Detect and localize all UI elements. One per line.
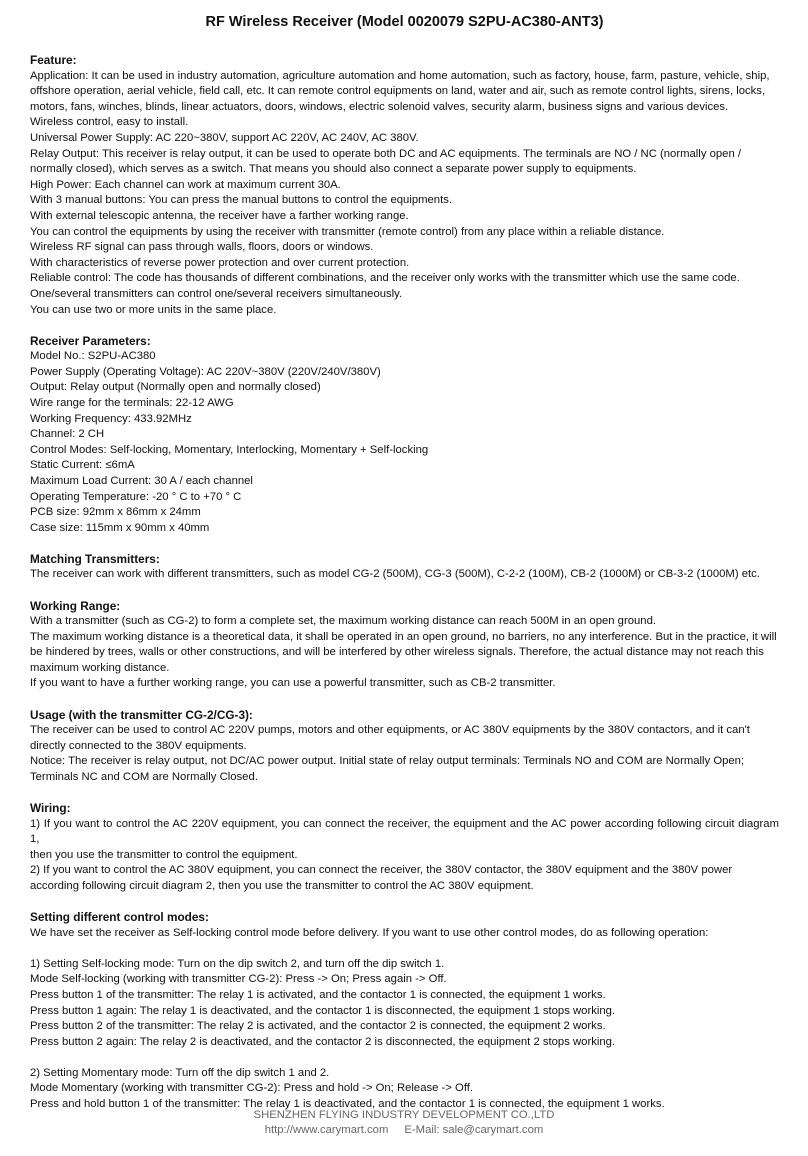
feature-line: Reliable control: The code has thousands of different combinations, and the receiver only works with the transmitter which use the same code. — [30, 272, 740, 285]
footer-website-link[interactable]: http://www.carymart.com — [264, 1124, 389, 1136]
feature-line: With external telescopic antenna, the receiver have a farther working range. — [30, 209, 409, 222]
page-footer — [0, 1108, 808, 1138]
parameter-line: Static Current: ≤6mA — [30, 459, 135, 472]
self-locking-line: Press button 2 again: The relay 2 is deactivated, and the contactor 2 is disconnected, the equipment 2 stops working. — [30, 1035, 616, 1048]
feature-line: High Power: Each channel can work at maximum current 30A. — [30, 178, 341, 191]
feature-line: Wireless control, easy to install. — [30, 116, 189, 129]
usage-line: directly connected to the 380V equipments. — [30, 739, 247, 752]
section-working-range — [30, 599, 779, 693]
wiring-line: according following circuit diagram 2, then you use the transmitter to control the AC 380V equipment. — [30, 880, 534, 892]
parameter-line: Output: Relay output (Normally open and normally closed) — [30, 381, 321, 394]
section-matching-transmitters — [30, 552, 779, 583]
parameter-line: Channel: 2 CH — [30, 428, 105, 441]
usage-line: Terminals NC and COM are Normally Closed. — [30, 770, 258, 783]
section-wiring — [30, 801, 779, 895]
self-locking-line: Press button 1 again: The relay 1 is deactivated, and the contactor 1 is disconnected, the equipment 1 stops working. — [30, 1004, 616, 1017]
footer-email-link[interactable]: E-Mail: sale@carymart.com — [404, 1124, 544, 1136]
feature-line: With 3 manual buttons: You can press the manual buttons to control the equipments. — [30, 194, 453, 207]
footer-company: SHENZHEN FLYING INDUSTRY DEVELOPMENT CO.,LTD — [253, 1109, 555, 1121]
parameter-line: Wire range for the terminals: 22-12 AWG — [30, 396, 234, 409]
feature-line: One/several transmitters can control one/several receivers simultaneously. — [30, 287, 403, 300]
section-usage — [30, 708, 779, 786]
parameter-line: Case size: 115mm x 90mm x 40mm — [30, 521, 210, 534]
feature-line: You can control the equipments by using the receiver with transmitter (remote control) from any place within a reliable distance. — [30, 225, 665, 238]
section-heading-matching-transmitters: Matching Transmitters: — [30, 551, 160, 566]
parameter-line: Maximum Load Current: 30 A / each channel — [30, 474, 253, 487]
self-locking-line: Mode Self-locking (working with transmitter CG-2): Press -> On; Press again -> Off. — [30, 973, 447, 986]
section-receiver-parameters — [30, 334, 779, 537]
feature-line: normally closed), which serves as a switch. That means you should also connect a separate power supply to equipments. — [30, 163, 637, 176]
self-locking-line: Press button 2 of the transmitter: The relay 2 is activated, and the contactor 2 is connected, the equipment 2 works. — [30, 1020, 606, 1033]
feature-line: You can use two or more units in the same place. — [30, 303, 277, 316]
parameter-line: Control Modes: Self-locking, Momentary, Interlocking, Momentary + Self-locking — [30, 443, 429, 456]
parameter-line: Power Supply (Operating Voltage): AC 220V~380V (220V/240V/380V) — [30, 365, 381, 378]
wiring-line: then you use the transmitter to control the equipment. — [30, 848, 298, 861]
parameter-line: Working Frequency: 433.92MHz — [30, 412, 192, 425]
working-range-line: maximum working distance. — [30, 661, 170, 674]
section-heading-wiring: Wiring: — [30, 801, 71, 816]
section-heading-usage: Usage (with the transmitter CG-2/CG-3): — [30, 707, 253, 722]
momentary-line: 2) Setting Momentary mode: Turn off the dip switch 1 and 2. — [30, 1066, 330, 1079]
footer-contact — [0, 1123, 808, 1138]
section-heading-control-modes: Setting different control modes: — [30, 910, 209, 925]
self-locking-block — [30, 957, 779, 1051]
working-range-line: The maximum working distance is a theoretical data, it shall be operated in an open ground, no barriers, no any interference. But in the practice, it will — [30, 630, 777, 643]
control-modes-intro-block — [30, 926, 779, 942]
feature-line: offshore operation, aerial vehicle, field call, etc. It can remote control equipments on land, water and air, such as remote control lights, sirens, locks, — [30, 85, 766, 98]
feature-line: Universal Power Supply: AC 220~380V, support AC 220V, AC 240V, AC 380V. — [30, 131, 419, 144]
working-range-line: With a transmitter (such as CG-2) to form a complete set, the maximum working distance can reach 500M in an open ground. — [30, 615, 656, 628]
parameter-line: PCB size: 92mm x 86mm x 24mm — [30, 506, 201, 519]
matching-transmitters-line: The receiver can work with different transmitters, such as model CG-2 (500M), CG-3 (500M), C-2-2 (100M), CB-2 (1000M) or CB-3-2 (1000M) etc. — [30, 568, 760, 581]
feature-line: Application: It can be used in industry automation, agriculture automation and home automation, such as factory, house, farm, pasture, vehicle, ship, — [30, 69, 770, 82]
usage-line: Notice: The receiver is relay output, not DC/AC power output. Initial state of relay output terminals: Terminals NO and COM are Normally Open; — [30, 755, 745, 768]
section-heading-receiver-parameters: Receiver Parameters: — [30, 333, 151, 348]
momentary-line: Mode Momentary (working with transmitter CG-2): Press and hold -> On; Release -> Off. — [30, 1082, 474, 1095]
wiring-line: 1) If you want to control the AC 220V equipment, you can connect the receiver, the equipment and the AC power according following circuit diagram 1, — [30, 817, 779, 846]
feature-line: With characteristics of reverse power protection and over current protection. — [30, 256, 410, 269]
working-range-line: If you want to have a further working range, you can use a powerful transmitter, such as CB-2 transmitter. — [30, 677, 556, 690]
feature-line: Relay Output: This receiver is relay output, it can be used to operate both DC and AC equipments. The terminals are NO / NC (normally open / — [30, 147, 742, 160]
self-locking-line: Press button 1 of the transmitter: The relay 1 is activated, and the contactor 1 is connected, the equipment 1 works. — [30, 988, 606, 1001]
section-control-modes — [30, 910, 779, 1113]
section-heading-feature: Feature: — [30, 53, 77, 67]
usage-line: The receiver can be used to control AC 220V pumps, motors and other equipments, or AC 380V equipments by the 380V contactors, and it can't — [30, 724, 750, 737]
momentary-block — [30, 1066, 779, 1113]
wiring-line: 2) If you want to control the AC 380V equipment, you can connect the receiver, the 380V contactor, the 380V equipment and the 380V power — [30, 864, 733, 877]
feature-line: motors, fans, winches, blinds, linear actuators, doors, windows, electric solenoid valves, security alarm, business signs and various devices. — [30, 100, 729, 113]
working-range-line: be hindered by trees, walls or other constructions, and will be interfered by other wireless signals. Therefore, the actual distance may not reach this — [30, 646, 764, 659]
control-modes-intro: We have set the receiver as Self-locking control mode before delivery. If you want to use other control modes, do as following operation: — [30, 926, 709, 939]
momentary-line: Press and hold button 1 of the transmitter: The relay 1 is deactivated, and the contactor 1 is connected, the equipment 1 works. — [30, 1098, 665, 1111]
feature-line: Wireless RF signal can pass through walls, floors, doors or windows. — [30, 241, 374, 254]
self-locking-line: 1) Setting Self-locking mode: Turn on the dip switch 2, and turn off the dip switch 1. — [30, 957, 445, 970]
parameter-line: Operating Temperature: -20 ° C to +70 ° C — [30, 490, 242, 503]
section-feature — [30, 53, 779, 318]
document-title: RF Wireless Receiver (Model 0020079 S2PU-AC380-ANT3) — [205, 14, 604, 30]
parameter-line: Model No.: S2PU-AC380 — [30, 350, 156, 363]
section-heading-working-range: Working Range: — [30, 598, 121, 613]
